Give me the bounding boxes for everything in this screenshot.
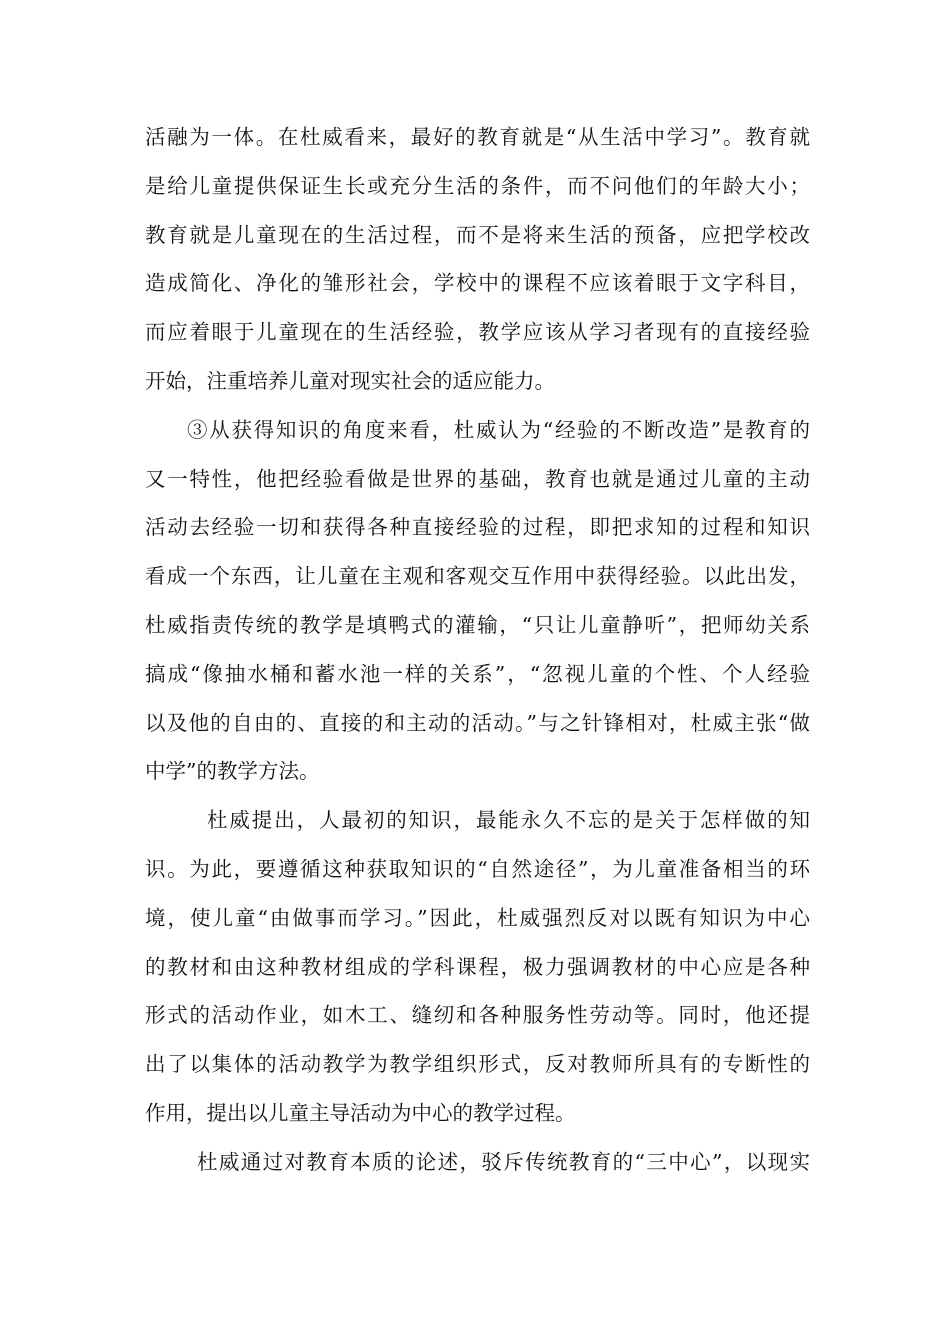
body-text (145, 119, 810, 1193)
text-line: 开始，注重培养儿童对现实社会的适应能力。 (145, 368, 555, 393)
text-line: 杜威通过对教育本质的论述，驳斥传统教育的“三中心”，以现实 (197, 1149, 810, 1174)
paragraph-4 (145, 1144, 810, 1193)
text-line: 以及他的自由的、直接的和主动的活动。”与之针锋相对，杜威主张“做 (145, 710, 810, 735)
text-line: 看成一个东西，让儿童在主观和客观交互作用中获得经验。以此出发， (145, 564, 810, 589)
paragraph-3 (145, 802, 810, 1144)
text-line: 中学”的教学方法。 (145, 759, 320, 784)
text-line: 作用，提出以儿童主导活动为中心的教学过程。 (145, 1100, 576, 1125)
text-line: 又一特性，他把经验看做是世界的基础，教育也就是通过儿童的主动 (145, 466, 810, 491)
text-line: 搞成“像抽水桶和蓄水池一样的关系”，“忽视儿童的个性、个人经验 (145, 661, 810, 686)
paragraph-2 (145, 412, 810, 802)
text-line: 杜威指责传统的教学是填鸭式的灌输，“只让儿童静听”，把师幼关系 (145, 612, 810, 637)
text-line: ③从获得知识的角度来看，杜威认为“经验的不断改造”是教育的 (187, 417, 810, 442)
text-line: 形式的活动作业，如木工、缝纫和各种服务性劳动等。同时，他还提 (145, 1003, 810, 1028)
text-line: 教育就是儿童现在的生活过程，而不是将来生活的预备，应把学校改 (145, 222, 810, 247)
text-line: 的教材和由这种教材组成的学科课程，极力强调教材的中心应是各种 (145, 954, 810, 979)
text-line: 而应着眼于儿童现在的生活经验，教学应该从学习者现有的直接经验 (145, 320, 810, 345)
text-line: 是给儿童提供保证生长或充分生活的条件，而不问他们的年龄大小； (145, 173, 810, 198)
text-line: 出了以集体的活动教学为教学组织形式，反对教师所具有的专断性的 (145, 1052, 810, 1077)
text-line: 活融为一体。在杜威看来，最好的教育就是“从生活中学习”。教育就 (145, 125, 810, 149)
paragraph-1 (145, 119, 810, 412)
text-line: 杜威提出，人最初的知识，最能永久不忘的是关于怎样做的知 (207, 808, 810, 833)
text-line: 境，使儿童“由做事而学习。”因此，杜威强烈反对以既有知识为中心 (145, 905, 810, 930)
text-line: 识。为此，要遵循这种获取知识的“自然途径”，为儿童准备相当的环 (145, 856, 810, 881)
text-line: 造成简化、净化的雏形社会，学校中的课程不应该着眼于文字科目， (145, 271, 810, 296)
text-line: 活动去经验一切和获得各种直接经验的过程，即把求知的过程和知识 (145, 515, 810, 540)
